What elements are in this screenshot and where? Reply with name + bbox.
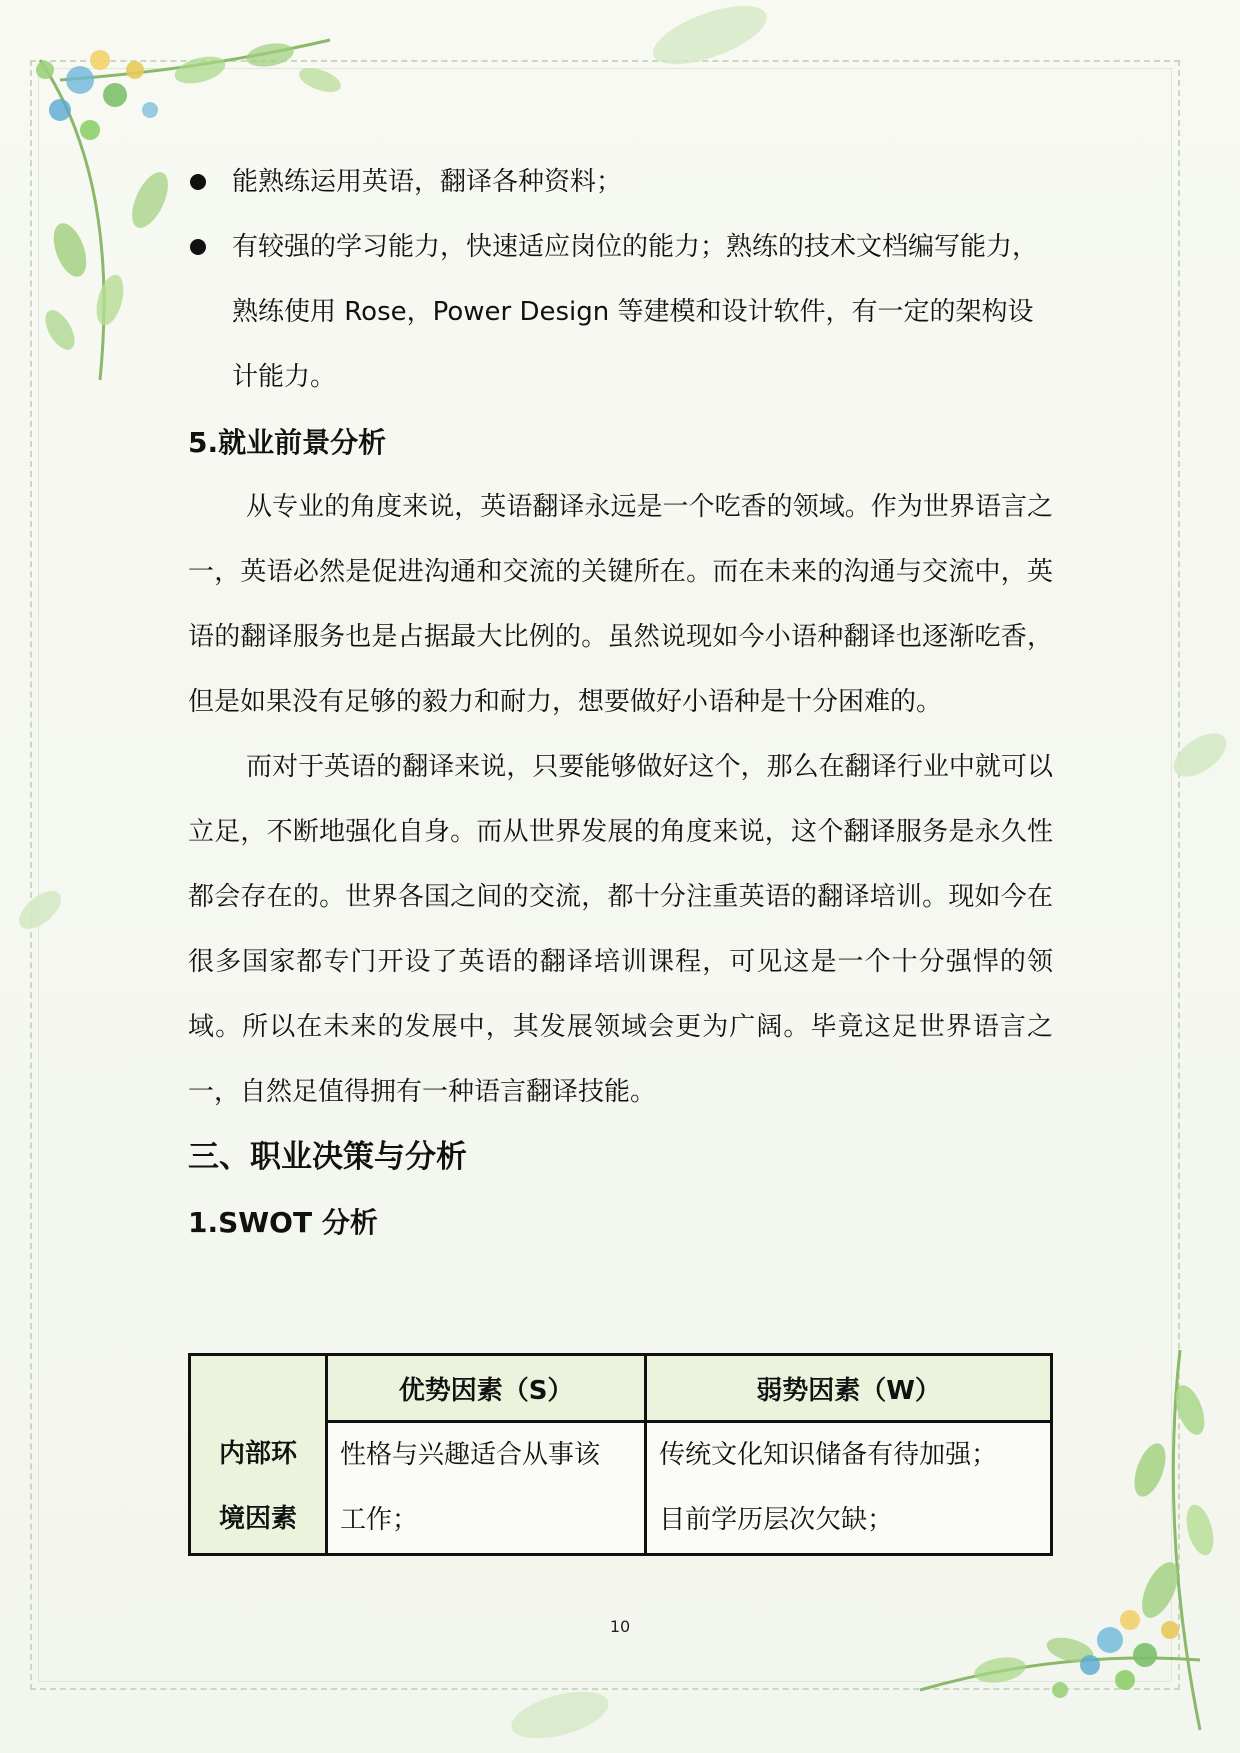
section-heading: 1.SWOT 分析 (188, 1206, 378, 1239)
bullet-dot-icon (190, 174, 206, 190)
paragraph: 从专业的角度来说，英语翻译永远是一个吃香的领域。作为世界语言之一，英语必然是促进沟通和交流的关键所在。而在未来的沟通与交流中，英语的翻译服务也是占据最大比例的。虽然说现如今小语种翻译也逐渐吃香，但是如果没有足够的毅力和耐力，想要做好小语种是十分困难的。 (188, 492, 1053, 717)
cell-line: 传统文化知识储备有待加强； (659, 1440, 998, 1470)
bullet-dot-icon (190, 239, 206, 255)
table-cell-weaknesses (646, 1422, 1052, 1555)
bullet-text: 能熟练运用英语，翻译各种资料； (232, 167, 623, 197)
row-label-line: 境因素 (218, 1504, 297, 1535)
table-corner-cell (190, 1355, 327, 1422)
bullet-text: 有较强的学习能力，快速适应岗位的能力；熟练的技术文档编写能力，熟练使用 Rose，Power Design 等建模和设计软件，有一定的架构设计能力。 (232, 232, 1039, 392)
bullet-item (188, 215, 1053, 410)
cell-line: 目前学历层次欠缺； (659, 1505, 894, 1535)
table-header-weaknesses: 弱势因素（W） (646, 1355, 1052, 1422)
leaf-decoration-bottom-left (500, 1680, 620, 1750)
document-body (188, 150, 1053, 1255)
table-row-label (190, 1422, 327, 1555)
cell-line: 性格与兴趣适合从事该 (340, 1440, 601, 1470)
table-cell-strengths (327, 1422, 646, 1555)
chapter-heading: 三、职业决策与分析 (188, 1139, 467, 1175)
leaf-decoration-top-right (640, 0, 780, 70)
page-number: 10 (609, 1617, 631, 1636)
table-header-strengths: 优势因素（S） (327, 1355, 646, 1422)
leaf-decoration-left (10, 880, 70, 940)
section-heading: 5.就业前景分析 (188, 426, 387, 459)
leaf-decoration-right (1165, 720, 1235, 790)
bullet-item (188, 150, 1053, 215)
swot-table (188, 1353, 1053, 1556)
row-label-line: 内部环 (218, 1439, 297, 1470)
cell-line: 工作； (340, 1505, 419, 1535)
paragraph: 而对于英语的翻译来说，只要能够做好这个，那么在翻译行业中就可以立足，不断地强化自身。而从世界发展的角度来说，这个翻译服务是永久性都会存在的。世界各国之间的交流，都十分注重英语的翻译培训。现如今在很多国家都专门开设了英语的翻译培训课程，可见这是一个十分强悍的领域。所以在未来的发展中，其发展领域会更为广阔。毕竟这足世界语言之一，自然足值得拥有一种语言翻译技能。 (188, 752, 1053, 1107)
